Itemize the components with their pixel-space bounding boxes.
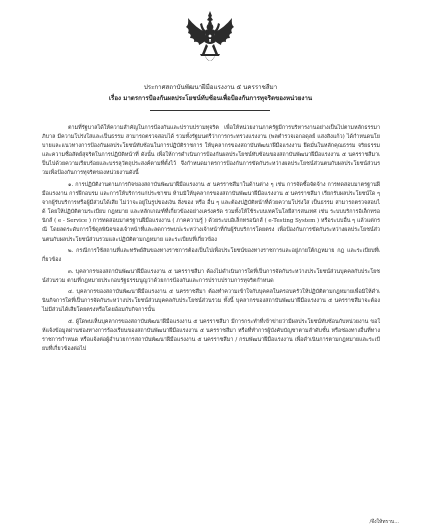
document-title-subject: เรื่อง มาตรการป้องกันผลประโยชน์ทับซ้อนเพื่อป้องกันการทุจริตของหน่วยงาน	[108, 95, 313, 102]
paragraph-item-1: ๑. การปฏิบัติงานตามภารกิจของสถาบันพัฒนาฝีมือแรงงาน ๕ นครราชสีมาในด้านต่าง ๆ เช่น การจัดซื้อจัดจ้าง การทดสอบมาตรฐานฝีมือแรงงาน การฝึกอบรม และการให้บริการแก่ประชาชน ห้ามมิให้บุคลากรของสถาบันพัฒนาฝีมือแรงงาน ๕ นครราชสีมา เรียกรับผลประโยชน์ใด ๆ จากผู้รับบริการหรือผู้มีส่วนได้เสีย ไม่ว่าจะอยู่ในรูปของเงิน สิ่งของ หรือ อื่น ๆ และต้องปฏิบัติหน้าที่ด้วยความโปร่งใส เป็นธรรม สามารถตรวจสอบได้ โดยให้ปฏิบัติตามระเบียบ กฎหมาย และหลักเกณฑ์ที่เกี่ยวข้องอย่างเคร่งครัด รวมทั้งให้ใช้ระบบเทคโนโลยีสารสนเทศ เช่น ระบบบริการอิเล็กทรอนิกส์ ( e - Service ) การทดสอบมาตรฐานฝีมือแรงงาน ( ภาคความรู้ ) ด้วยระบบอิเล็กทรอนิกส์ ( e-Testing System ) หรือระบบอื่น ๆ แล้วแต่กรณี โดยลดระดับการใช้ดุลพินิจของเจ้าหน้าที่และลดการพบปะระหว่างเจ้าหน้าที่กับผู้รับบริการโดยตรง เพื่อป้องกันการขัดกันระหว่างผลประโยชน์ส่วนตนกับผลประโยชน์ส่วนรวมและปฏิบัติตามกฎหมาย และระเบียบที่เกี่ยวข้อง	[42, 181, 380, 243]
page-continuation-hint: /จึงให้ทราบ...	[369, 519, 399, 525]
garuda-emblem-icon	[178, 8, 242, 72]
paragraph-item-3: ๓. บุคลากรของสถาบันพัฒนาฝีมือแรงงาน ๕ นครราชสีมา ต้องไม่ดำเนินการใดที่เป็นการจัดกันระหว่างประโยชน์ส่วนบุคคลกับประโยชน์ส่วนรวม ตามที่กฎหมายประกอบรัฐธรรมนูญว่าด้วยการป้องกันและการปราบปรามการทุจริตกำหนด	[42, 268, 380, 284]
document-body	[42, 124, 380, 357]
document-title-issuer: ประกาศสถาบันพัฒนาฝีมือแรงงาน ๕ นครราชสีมา	[143, 84, 278, 91]
paragraph-item-2: ๒. กรณีการใช้สถานที่และทรัพย์สินของทางราชการต้องเป็นไปเพื่อประโยชน์ของทางราชการและอยู่ภายใต้กฎหมาย กฎ และระเบียบที่เกี่ยวข้อง	[42, 248, 380, 264]
paragraph-intro: ตามที่รัฐบาลได้ให้ความสำคัญในการป้องกันและปราบปรามทุจริต เพื่อให้หน่วยงานภาครัฐมีการบริหารงานอย่างเป็นไปตามหลักธรรมาภิบาล มีความโปร่งใสและเป็นธรรม สามารถตรวจสอบได้ รวมทั้งรัฐมนตรีว่าการกระทรวงแรงงาน (พลตำรวจเอกอดุลย์ แสงสิงแก้ว) ได้กำหนดนโยบายและแนวทางการป้องกันผลประโยชน์ทับซ้อนในการปฏิบัติราชการ ให้บุคลากรของสถาบันพัฒนาฝีมือแรงงาน ยึดมั่นในหลักคุณธรรม จริยธรรม และความซื่อสัตย์สุจริตในการปฏิบัติหน้าที่ ดังนั้น เพื่อให้การดำเนินการป้องกันผลประโยชน์ทับซ้อนของสถาบันพัฒนาฝีมือแรงงาน ๕ นครราชสีมาเป็นไปด้วยความเรียบร้อยและบรรลุวัตถุประสงค์ตามที่ตั้งไว้ จึงกำหนดมาตรการป้องกันการขัดกันระหว่างผลประโยชน์ส่วนตนกับผลประโยชน์ส่วนรวมเพื่อป้องกันการทุจริตของหน่วยงานดังนี้	[42, 125, 380, 177]
title-divider	[150, 110, 270, 111]
paragraph-item-5: ๕. ผู้ใดพบเห็นบุคลากรของสถาบันพัฒนาฝีมือแรงงาน ๕ นครราชสีมา มีการกระทำที่เข้าข่ายว่ามีผลประโยชน์ทับซ้อนกับหน่วยงาน ขอให้แจ้งข้อมูลผ่านช่องทางการร้องเรียนของสถาบันพัฒนาฝีมือแรงงาน ๕ นครราชสีมา หรือที่ทำการผู้บังคับบัญชาตามลำดับชั้น หรือช่องทางอื่นที่ทางราชการกำหนด หรือแจ้งต่อผู้อำนวยการสถาบันพัฒนาฝีมือแรงงาน ๕ นครราชสีมา / กรมพัฒนาฝีมือแรงงาน เพื่อดำเนินการตามกฎหมายและระเบียบที่เกี่ยวข้องต่อไป	[42, 318, 380, 353]
paragraph-item-4: ๔. บุคลากรของสถาบันพัฒนาฝีมือแรงงาน ๕ นครราชสีมา ต้องทำความเข้าใจกับบุคคลในครอบครัวให้ปฏิบัติตามกฎหมายเพื่อมิให้ดำเนินกิจการใดที่เป็นการจัดกันระหว่างประโยชน์ส่วนบุคคลกับประโยชน์ส่วนรวม ทั้งนี้ บุคลากรของสถาบันพัฒนาฝีมือแรงงาน ๕ นครราชสีมาจะต้องไม่มีส่วนได้เสียโดยตรงหรือโดยอ้อมกับกิจการนั้น	[42, 289, 380, 314]
